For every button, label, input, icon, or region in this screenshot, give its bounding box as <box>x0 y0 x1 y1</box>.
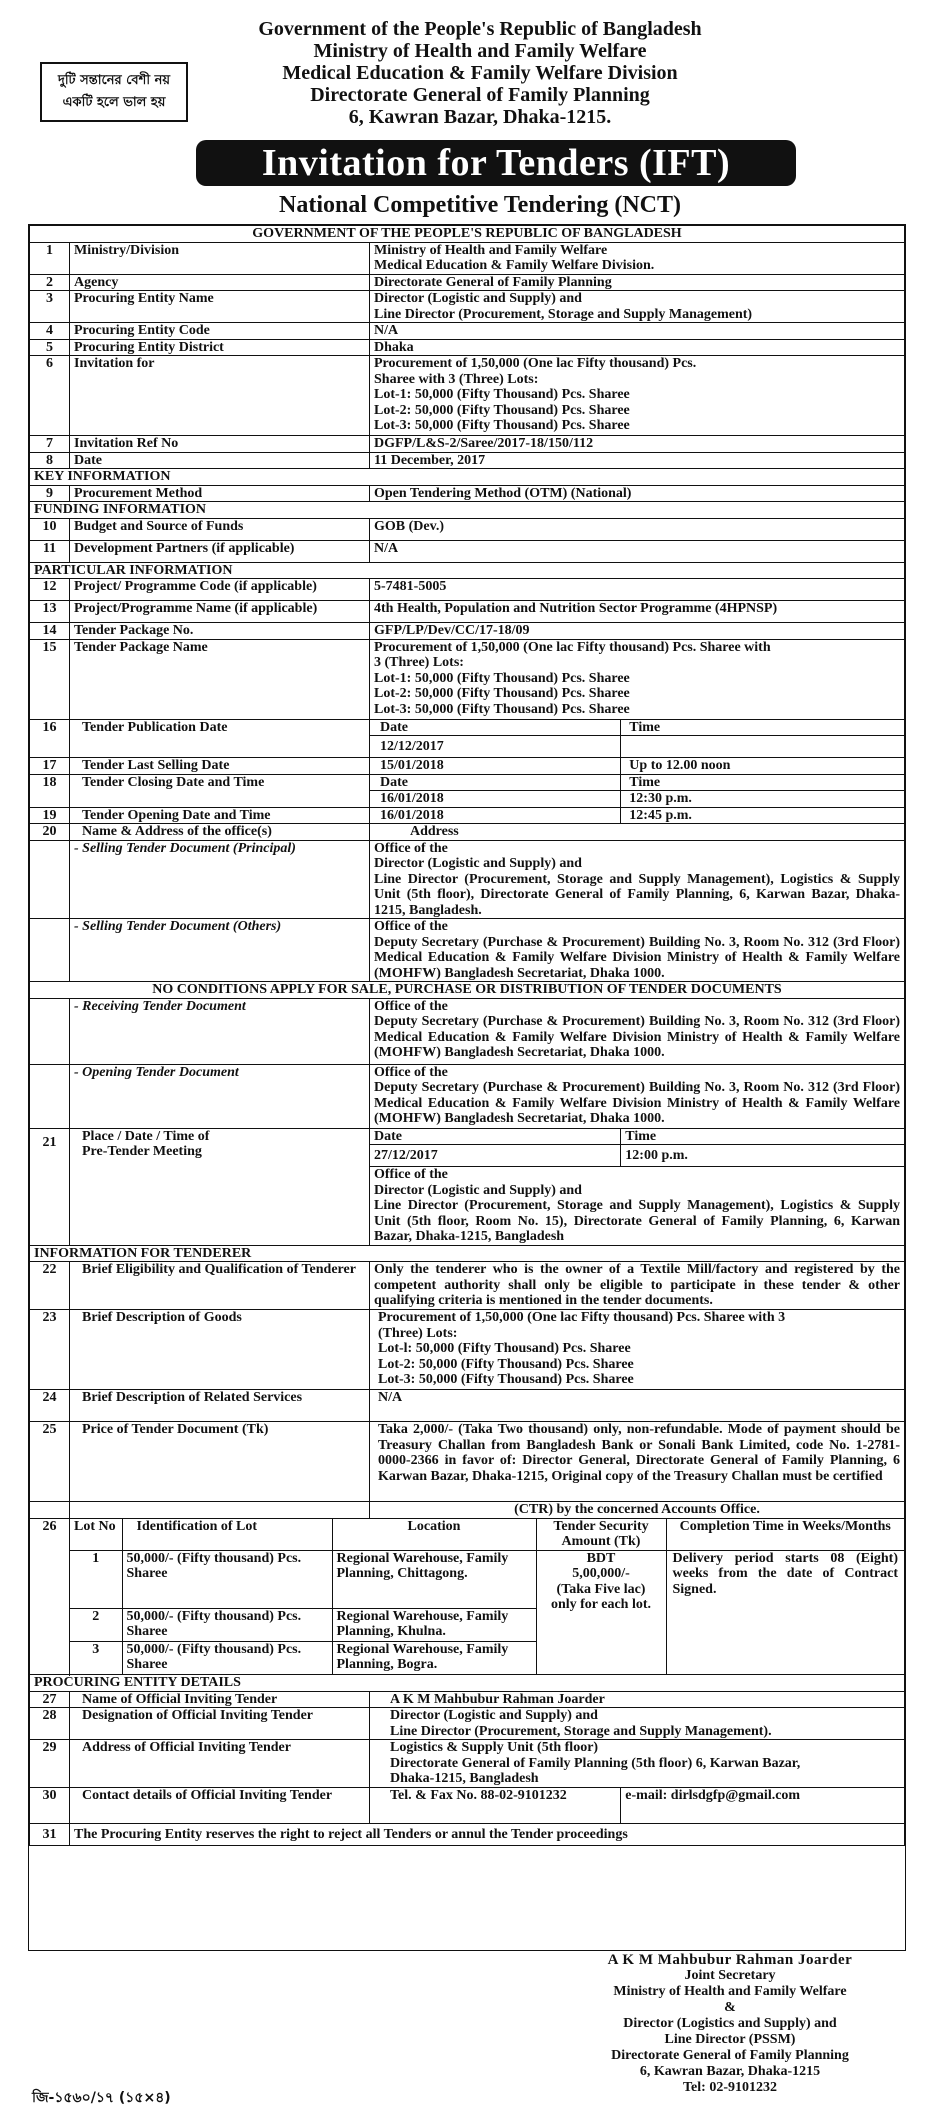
pre-tender-time: 12:00 p.m. <box>621 1145 905 1167</box>
row-number: 3 <box>30 291 70 323</box>
row-label: Brief Description of Goods <box>70 1310 370 1390</box>
row-label: Procurement Method <box>70 485 370 502</box>
header-line: Ministry of Health and Family Welfare <box>313 40 647 62</box>
row-number: 31 <box>30 1824 70 1846</box>
date-heading: Date <box>370 719 621 736</box>
row-number: 7 <box>30 436 70 453</box>
row-label: Date <box>70 452 370 469</box>
row-value: Office of the Director (Logistic and Supply) and Line Director (Procurement, Storage and Supply Management), Logistics & Supply Unit (5th floor), Directorate General of Family Planning, 6, Karwan Bazar, Dhaka-1215, Bangladesh. <box>370 840 905 919</box>
table-row <box>30 242 905 274</box>
table-row <box>30 774 905 791</box>
row-value: Office of the Deputy Secretary (Purchase & Procurement) Building No. 3, Room No. 312 (3rd Floor) Medical Education & Family Welfare Division Ministry of Health & Family Welfare (MOHFW) Bangladesh Secretariat, Dhaka 1000. <box>370 998 905 1064</box>
row-number: 23 <box>30 1310 70 1390</box>
row-value: 11 December, 2017 <box>370 452 905 469</box>
lot-identification: 50,000/- (Fifty thousand) Pcs. Sharee <box>122 1641 332 1674</box>
table-row <box>30 840 905 919</box>
row-number: 9 <box>30 485 70 502</box>
table-row <box>30 291 905 323</box>
family-planning-slogan-box <box>40 62 188 122</box>
pre-tender-date: 27/12/2017 <box>370 1145 621 1167</box>
table-row <box>30 1310 905 1390</box>
publication-time <box>621 736 905 758</box>
table-row <box>30 601 905 623</box>
row-number: 24 <box>30 1390 70 1422</box>
table-row <box>30 1422 905 1502</box>
header-line: Government of the People's Republic of Bangladesh <box>258 18 702 40</box>
row-number: 26 <box>30 1518 70 1675</box>
signature-line: Director (Logistics and Supply) and <box>623 2016 837 2031</box>
row-number: 20 <box>30 824 70 841</box>
row-number: 18 <box>30 774 70 807</box>
row-label: Tender Opening Date and Time <box>70 807 370 824</box>
tender-security-amount: BDT 5,00,000/- (Taka Five lac) only for each lot. <box>536 1550 666 1674</box>
lot-no-heading: Lot No <box>70 1519 122 1551</box>
header-line: 6, Kawran Bazar, Dhaka-1215. <box>348 106 612 128</box>
table-row <box>30 323 905 340</box>
row-number: 4 <box>30 323 70 340</box>
row-value: Office of the Deputy Secretary (Purchase & Procurement) Building No. 3, Room No. 312 (3rd Floor) Medical Education & Family Welfare Division Ministry of Health & Family Welfare (MOHFW) Bangladesh Secretariat, Dhaka 1000. <box>370 1064 905 1128</box>
row-label: Brief Description of Related Services <box>70 1390 370 1422</box>
lot-identification: 50,000/- (Fifty thousand) Pcs. Sharee <box>122 1550 332 1608</box>
row-number: 15 <box>30 639 70 719</box>
time-heading: Time <box>621 774 905 791</box>
ift-table <box>29 225 905 1846</box>
row-number: 19 <box>30 807 70 824</box>
table-row <box>30 436 905 453</box>
signature-block <box>540 1952 920 2096</box>
contact-email: e-mail: dirlsdgfp@gmail.com <box>621 1788 905 1824</box>
lot-table <box>70 1519 904 1675</box>
lot-table-row <box>30 1518 905 1675</box>
table-row <box>30 540 905 562</box>
row-value: A K M Mahbubur Rahman Joarder <box>370 1691 905 1708</box>
table-row <box>30 485 905 502</box>
signature-line: & <box>724 2000 736 2015</box>
row-number: 27 <box>30 1691 70 1708</box>
row-label: - Opening Tender Document <box>70 1064 370 1128</box>
table-row <box>30 1788 905 1824</box>
row-number: 5 <box>30 339 70 356</box>
table-row <box>30 1824 905 1846</box>
issuer-header <box>200 18 760 128</box>
publication-date: 12/12/2017 <box>370 736 621 758</box>
row-value: Office of the Deputy Secretary (Purchase & Procurement) Building No. 3, Room No. 312 (3rd Floor) Medical Education & Family Welfare Division Ministry of Health & Family Welfare (MOHFW) Bangladesh Secretariat, Dhaka 1000. <box>370 919 905 982</box>
row-label: Tender Last Selling Date <box>70 758 370 775</box>
row-value: N/A <box>370 540 905 562</box>
opening-date: 16/01/2018 <box>370 807 621 824</box>
signature-line: Ministry of Health and Family Welfare <box>613 1984 847 1999</box>
row-label: Tender Package Name <box>70 639 370 719</box>
row-number: 30 <box>30 1788 70 1824</box>
time-heading: Time <box>621 1128 905 1145</box>
pre-tender-place: Office of the Director (Logistic and Supply) and Line Director (Procurement, Storage and Supply Management), Logistics & Supply Unit (5th floor, Room No. 15), Directorate General of Family Planning, 6, Karwan Bazar, Dhaka-1215, Bangladesh <box>370 1167 905 1246</box>
row-value: Logistics & Supply Unit (5th floor) Directorate General of Family Planning (5th floor) 6, Karwan Bazar, Dhaka-1215, Bangladesh <box>370 1740 905 1788</box>
closing-date: 16/01/2018 <box>370 791 621 808</box>
row-label: Price of Tender Document (Tk) <box>70 1422 370 1502</box>
lot-identification: 50,000/- (Fifty thousand) Pcs. Sharee <box>122 1608 332 1641</box>
signatory-name: A K M Mahbubur Rahman Joarder <box>607 1952 853 1968</box>
row-number: 21 <box>30 1128 70 1245</box>
table-row <box>30 719 905 736</box>
row-value: N/A <box>370 1390 905 1422</box>
contact-tel-fax: Tel. & Fax No. 88-02-9101232 <box>370 1788 621 1824</box>
table-row <box>30 919 905 982</box>
lot-location: Regional Warehouse, Family Planning, Khulna. <box>332 1608 536 1641</box>
table-row <box>30 1740 905 1788</box>
row-label: Brief Eligibility and Qualification of Tenderer <box>70 1262 370 1310</box>
section-heading: PARTICULAR INFORMATION <box>30 562 905 579</box>
row-value: GOB (Dev.) <box>370 518 905 540</box>
row-label: - Selling Tender Document (Others) <box>70 919 370 982</box>
table-row <box>30 1691 905 1708</box>
row-value: N/A <box>370 323 905 340</box>
row-value: Director (Logistic and Supply) and Line Director (Procurement, Storage and Supply Management). <box>370 1708 905 1740</box>
table-row <box>30 1262 905 1310</box>
table-row <box>30 274 905 291</box>
row-number: 10 <box>30 518 70 540</box>
last-selling-date: 15/01/2018 <box>370 758 621 775</box>
row-value: The Procuring Entity reserves the right to reject all Tenders or annul the Tender proceedings <box>70 1824 905 1846</box>
row-label: Project/ Programme Code (if applicable) <box>70 579 370 601</box>
table-row <box>30 1128 905 1145</box>
table-row <box>30 518 905 540</box>
lot-location: Regional Warehouse, Family Planning, Bogra. <box>332 1641 536 1674</box>
row-value: Only the tenderer who is the owner of a Textile Mill/factory and registered by the competent authority shall only be eligible to participate in these tender & other qualifying criteria is mentioned in the tender documents. <box>370 1262 905 1310</box>
row-value: Procurement of 1,50,000 (One lac Fifty thousand) Pcs. Sharee with 3 (Three) Lots: Lot-l: 50,000 (Fifty Thousand) Pcs. Sharee Lot-2: 50,000 (Fifty Thousand) Pcs. Sharee Lot-3: 50,000 (Fifty Thousand) Pcs. Sharee <box>370 1310 905 1390</box>
table-title: GOVERNMENT OF THE PEOPLE'S REPUBLIC OF BANGLADESH <box>30 226 905 243</box>
row-label: Tender Closing Date and Time <box>70 774 370 807</box>
security-heading: Tender Security Amount (Tk) <box>536 1519 666 1551</box>
row-label: Contact details of Official Inviting Tender <box>70 1788 370 1824</box>
completion-time: Delivery period starts 08 (Eight) weeks from the date of Contract Signed. <box>672 1550 898 1597</box>
signature-line: Line Director (PSSM) <box>664 2032 796 2047</box>
row-label: Ministry/Division <box>70 242 370 274</box>
signature-line: Tel: 02-9101232 <box>683 2080 777 2095</box>
row-number: 16 <box>30 719 70 758</box>
row-value: Open Tendering Method (OTM) (National) <box>370 485 905 502</box>
slogan-line-2: একটি হলে ভাল হয় <box>62 95 166 110</box>
table-row <box>30 339 905 356</box>
location-heading: Location <box>332 1519 536 1551</box>
row-value: Procurement of 1,50,000 (One lac Fifty thousand) Pcs. Sharee with 3 (Three) Lots: Lot-1: 50,000 (Fifty Thousand) Pcs. Sharee Lot-2: 50,000 (Fifty Thousand) Pcs. Sharee Lot-3: 50,000 (Fifty Thousand) Pcs. Sharee <box>370 356 905 436</box>
header-line: Directorate General of Family Planning <box>310 84 650 106</box>
lot-id-heading: Identification of Lot <box>122 1519 332 1551</box>
table-row <box>30 824 905 841</box>
section-heading: FUNDING INFORMATION <box>30 502 905 519</box>
lot-no: 3 <box>70 1641 122 1674</box>
section-heading: INFORMATION FOR TENDERER <box>30 1245 905 1262</box>
table-row <box>30 623 905 640</box>
row-label: Name & Address of the office(s) <box>70 824 370 841</box>
row-label: - Receiving Tender Document <box>70 998 370 1064</box>
row-value: Directorate General of Family Planning <box>370 274 905 291</box>
row-label: Procuring Entity Name <box>70 291 370 323</box>
row-value: Director (Logistic and Supply) and Line Director (Procurement, Storage and Supply Management) <box>370 291 905 323</box>
table-row <box>30 579 905 601</box>
ctr-note: (CTR) by the concerned Accounts Office. <box>370 1502 905 1519</box>
row-label: Name of Official Inviting Tender <box>70 1691 370 1708</box>
row-value: GFP/LP/Dev/CC/17-18/09 <box>370 623 905 640</box>
lot-location: Regional Warehouse, Family Planning, Chittagong. <box>332 1550 536 1608</box>
row-value: DGFP/L&S-2/Saree/2017-18/150/112 <box>370 436 905 453</box>
table-row <box>30 1390 905 1422</box>
row-number: 12 <box>30 579 70 601</box>
row-label: Procuring Entity Code <box>70 323 370 340</box>
table-row <box>30 639 905 719</box>
row-label: Address of Official Inviting Tender <box>70 1740 370 1788</box>
last-selling-time: Up to 12.00 noon <box>621 758 905 775</box>
row-value: Ministry of Health and Family Welfare Medical Education & Family Welfare Division. <box>370 242 905 274</box>
table-row <box>30 807 905 824</box>
row-number: 29 <box>30 1740 70 1788</box>
time-heading: Time <box>621 719 905 736</box>
row-label: Tender Package No. <box>70 623 370 640</box>
row-number: 28 <box>30 1708 70 1740</box>
row-number: 22 <box>30 1262 70 1310</box>
nct-subtitle: National Competitive Tendering (NCT) <box>279 192 681 218</box>
header-line: Medical Education & Family Welfare Division <box>282 62 678 84</box>
lot-no: 1 <box>70 1550 122 1608</box>
row-label: Budget and Source of Funds <box>70 518 370 540</box>
row-value: Dhaka <box>370 339 905 356</box>
lot-no: 2 <box>70 1608 122 1641</box>
ift-banner: Invitation for Tenders (IFT) <box>196 140 796 186</box>
row-number: 17 <box>30 758 70 775</box>
row-number: 8 <box>30 452 70 469</box>
row-number: 2 <box>30 274 70 291</box>
table-row <box>30 356 905 436</box>
closing-time: 12:30 p.m. <box>621 791 905 808</box>
row-label: Tender Publication Date <box>70 719 370 758</box>
date-heading: Date <box>370 774 621 791</box>
table-row <box>30 1064 905 1128</box>
row-label: Invitation Ref No <box>70 436 370 453</box>
date-heading: Date <box>370 1128 621 1145</box>
signature-line: Joint Secretary <box>684 1968 776 1983</box>
row-value: 5-7481-5005 <box>370 579 905 601</box>
row-value: Procurement of 1,50,000 (One lac Fifty thousand) Pcs. Sharee with 3 (Three) Lots: Lot-1: 50,000 (Fifty Thousand) Pcs. Sharee Lot-2: 50,000 (Fifty Thousand) Pcs. Sharee Lot-3: 50,000 (Fifty Thousand) Pcs. Sharee <box>370 639 905 719</box>
section-heading: PROCURING ENTITY DETAILS <box>30 1675 905 1692</box>
row-label: Place / Date / Time of Pre-Tender Meeting <box>70 1128 370 1245</box>
row-number: 1 <box>30 242 70 274</box>
row-number: 14 <box>30 623 70 640</box>
row-value: 4th Health, Population and Nutrition Sector Programme (4HPNSP) <box>370 601 905 623</box>
row-value: Taka 2,000/- (Taka Two thousand) only, non-refundable. Mode of payment should be Treasury Challan from Bangladesh Bank or Sonali Bank Limited, code No. 1-2781-0000-2366 in favor of: Director General, Directorate General of Family Planning, 6 Karwan Bazar, Dhaka-1215, Original copy of the Treasury Challan must be certified <box>370 1422 905 1502</box>
completion-heading: Completion Time in Weeks/Months <box>666 1519 904 1551</box>
signature-line: Directorate General of Family Planning <box>611 2048 849 2063</box>
row-number: 6 <box>30 356 70 436</box>
row-number: 13 <box>30 601 70 623</box>
no-conditions-notice: NO CONDITIONS APPLY FOR SALE, PURCHASE OR DISTRIBUTION OF TENDER DOCUMENTS <box>30 982 905 999</box>
row-number: 25 <box>30 1422 70 1502</box>
row-number: 11 <box>30 540 70 562</box>
row-label: Development Partners (if applicable) <box>70 540 370 562</box>
slogan-line-1: দুটি সন্তানের বেশী নয় <box>58 73 170 88</box>
row-label: Project/Programme Name (if applicable) <box>70 601 370 623</box>
row-value: Address <box>370 824 905 841</box>
table-row <box>30 452 905 469</box>
table-row <box>30 998 905 1064</box>
table-row <box>30 758 905 775</box>
row-label: Procuring Entity District <box>70 339 370 356</box>
section-heading: KEY INFORMATION <box>30 469 905 486</box>
ift-table-frame <box>28 224 906 1951</box>
table-row <box>30 1708 905 1740</box>
row-label: - Selling Tender Document (Principal) <box>70 840 370 919</box>
row-label: Invitation for <box>70 356 370 436</box>
row-label: Agency <box>70 274 370 291</box>
publication-code: জি-১৫৬০/১৭ (১৫×৪) <box>32 2090 171 2106</box>
row-label: Designation of Official Inviting Tender <box>70 1708 370 1740</box>
opening-time: 12:45 p.m. <box>621 807 905 824</box>
signature-line: 6, Kawran Bazar, Dhaka-1215 <box>639 2064 821 2079</box>
